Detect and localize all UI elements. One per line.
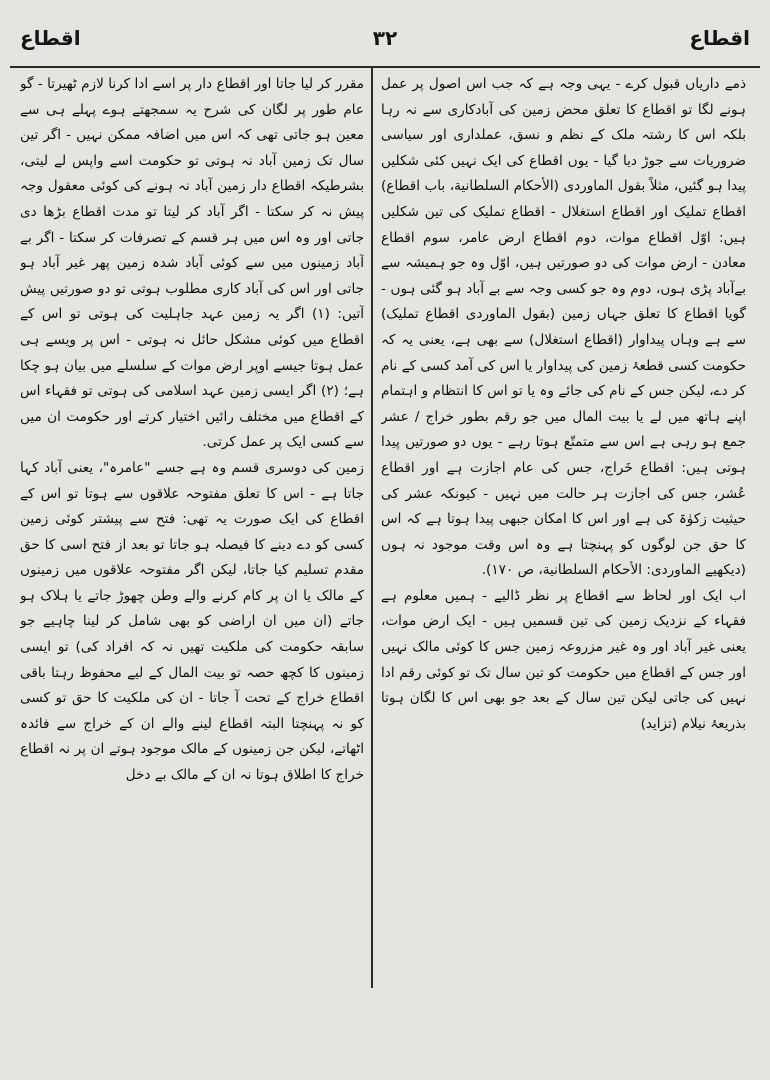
page-header [10,22,760,66]
running-title-left: اقطاع [20,26,81,50]
left-column-paragraph-2: زمین کی دوسری قسم وہ ہے جسے "عامرہ"، یعنی آباد کہا جاتا ہے - اس کا تعلق مفتوحہ علاقوں سے ہوتا تو اس کے اقطاع کی ایک صورت یہ تھی: فتح سے پیشتر کوئی زمین کسی کو دے دینے کا فیصلہ ہو جاتا تو بعد از فتح اسی کا حق مقدم تسلیم کیا جاتا، لیکن اگر مفتوحہ علاقوں میں زمینوں کے مالک یا ان پر کام کرنے والے وطن چھوڑ جاتے یا ہلاک ہو جاتے (ان میں ان اراضی کو بھی شامل کر لینا چاہیے جو سابقہ حکومت کی ملکیت تھیں نہ کہ افراد کی) تو ایسی زمینوں کا کچھ حصہ تو بیت المال کے لیے محفوظ رہتا باقی اقطاع خراج کے تحت آ جاتا - ان کی ملکیت کا حق تو کسی کو نہ پہنچتا البتہ اقطاع لینے والے ان کے خراج سے فائدہ اٹھاتے، لیکن جن زمینوں کے مالک موجود ہوتے ان پر نہ اقطاع خراج کا اطلاق ہوتا نہ ان کے مالک بے دخل [20,459,364,784]
right-column-paragraph-1: ذمے داریاں قبول کرے - یہی وجہ ہے کہ جب اس اصول پر عمل ہونے لگا تو اقطاع کا تعلق محض زمین کی آبادکاری سے نہ رہا بلکہ اس کا رشتہ ملک کے نظم و نسق، عملداری اور سیاسی ضروریات سے جوڑ دیا گیا - یوں اقطاع کی ایک نہیں کئی شکلیں پیدا ہو گئیں، مثلاً بقول الماوردی (الأحكام السلطانية، باب اقطاع) اقطاع تملیک اور اقطاع استغلال - اقطاع تملیک کی تین شکلیں ہیں: اوّل اقطاع موات، دوم اقطاع ارض عامر، سوم اقطاع معادن - ارض موات کی دو صورتیں ہیں، اوّل وہ جو ہمیشہ سے بےآباد پڑی ہوں، دوم وہ جو کسی وجہ سے بے آباد ہو گئی ہوں - گویا اقطاع کا تعلق جہاں زمین (بقول الماوردی اقطاع تملیک) سے ہے وہاں پیداوار (اقطاع استغلال) سے بھی ہے، یعنی یہ کہ حکومت کسی قطعۂ زمین کی پیداوار یا اس کی آمد کسی کے نام کر دے، لیکن جس کے نام کی جائے وہ یا تو اس کا انتظام و اہتمام اپنے ہاتھ میں لے یا بیت المال میں جو رقم بطور خراج / عشر جمع ہو رہی ہے اس سے متمتّع ہوتا رہے - یوں دو صورتیں پیدا ہوتی ہیں: اقطاع خَراج، جس کی عام اجازت ہے اور اقطاع عُشر، جس کی اجازت ہر حالت میں نہیں - کیونکہ عشر کی حیثیت زکوٰۃ کی ہے اور اس کا امکان جبھی پیدا ہوتا ہے کہ اس کا حق جن لوگوں کو پہنچتا ہے وہ اس وقت موجود نہ ہوں (دیکھیے الماوردی: الأحكام السلطانية، ص ۱۷۰). [381,76,746,579]
running-title-right: اقطاع [689,26,750,50]
page-number: ۳۲ [372,26,398,50]
right-column-paragraph-2: اب ایک اور لحاظ سے اقطاع پر نظر ڈالیے - ہمیں معلوم ہے فقہاء کے نزدیک زمین کی تین قسمیں ہیں - ایک ارض موات، یعنی غیر آباد اور وہ غیر مزروعہ زمین جس کا کوئی مالک نہیں اور جس کے اقطاع میں حکومت کو تین سال تک تو کوئی رقم ادا نہیں کی جاتی لیکن تین سال کے بعد جو بھی اس کا لگان ہوتا بذریعۂ نیلام (تزاید) [381,587,746,732]
left-column-paragraph-1: مقرر کر لیا جاتا اور اقطاع دار پر اسے ادا کرنا لازم ٹھیرتا - گو عام طور پر لگان کی شرح یہ سمجھتے ہوے پہلے ہی سے معین ہو جاتی تھی کہ اس میں اضافہ ممکن نہیں - اگر تین سال تک زمین آباد نہ ہوتی تو حکومت اسے واپس لے لیتی، بشرطیکہ اقطاع دار زمین آباد نہ ہونے کی کوئی معقول وجہ پیش نہ کر سکتا - اگر آباد کر لیتا تو مدت اقطاع بڑھا دی جاتی اور وہ اس میں ہر قسم کے تصرفات کر سکتا - اگر بے آباد زمینوں میں سے کوئی آباد شدہ زمین پھر غیر آباد ہو جاتی اور اس کی آباد کاری مطلوب ہوتی تو دو صورتیں پیش آتیں: (۱) اگر یہ زمین عہد جاہلیت کی ہوتی تو اس کے اقطاع میں کوئی مشکل حائل نہ ہوتی - اس پر ویسے ہی عمل ہوتا جیسے اوپر ارض موات کے سلسلے میں بیان ہو چکا ہے؛ (۲) اگر ایسی زمین عہد اسلامی کی ہوتی تو فقہاء اس کے اقطاع میں مختلف رائیں اختیار کرتے اور حکومت ان میں سے کسی ایک پر عمل کرتی. [20,76,364,451]
column-divider [371,68,373,988]
right-column [381,72,746,992]
left-column [20,72,364,992]
header-rule [10,66,760,68]
